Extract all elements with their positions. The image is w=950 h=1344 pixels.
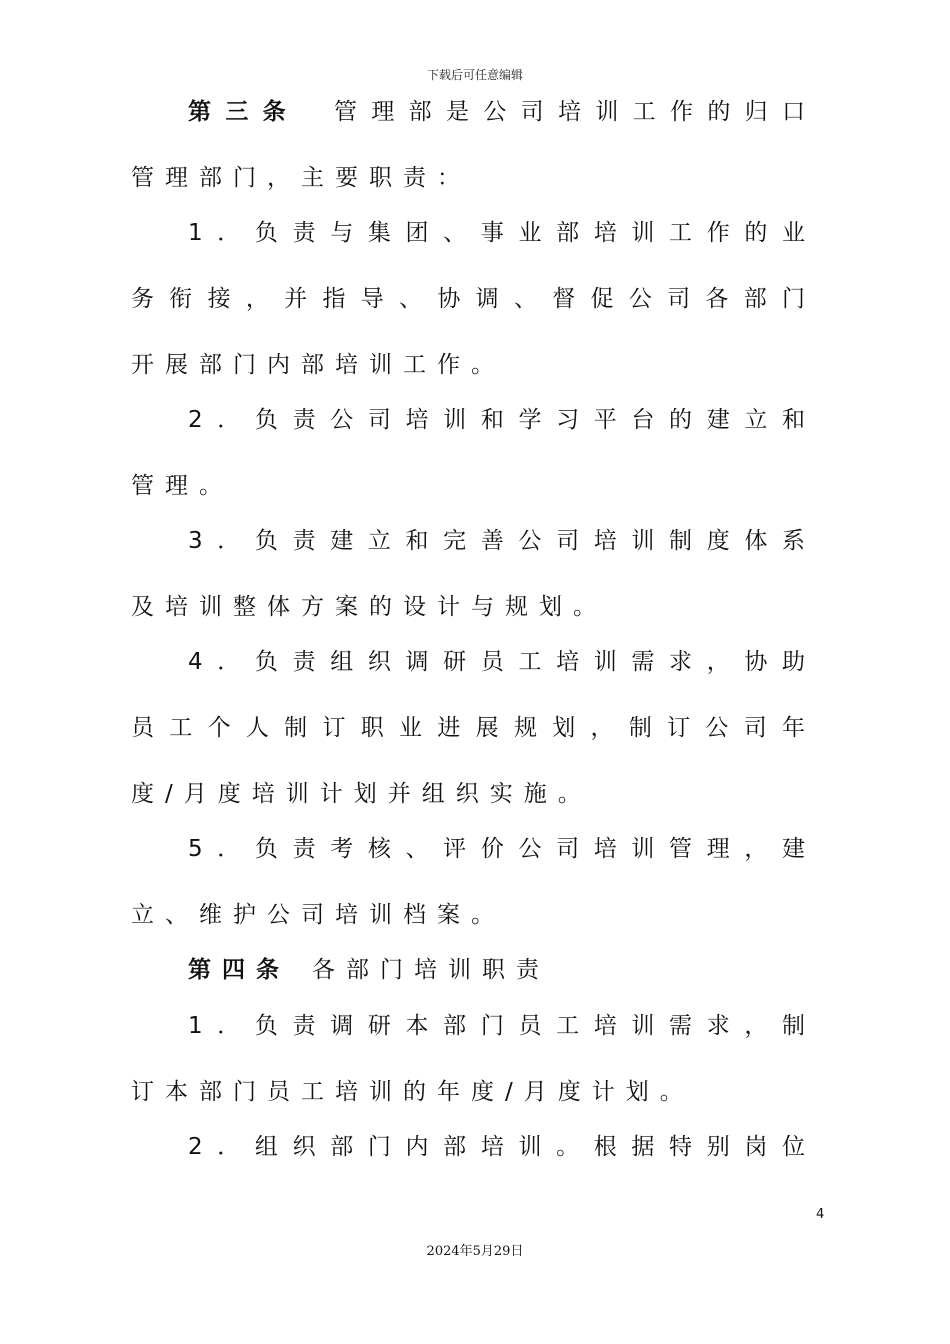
article-4-heading: 第四条: [188, 957, 290, 983]
paragraph-line: 立、维护公司培训档案。: [131, 902, 505, 928]
paragraph-line: 务衔接，并指导、协调、督促公司各部门: [131, 286, 805, 312]
article-3-heading: 第三条: [188, 99, 300, 125]
article-4-heading-line: [188, 950, 805, 990]
paragraph-line: 2．组织部门内部培训。根据特别岗位: [188, 1134, 805, 1160]
paragraph-line: 管理。: [131, 473, 233, 499]
paragraph-line: 及培训整体方案的设计与规划。: [131, 594, 607, 620]
paragraph-line: 管理部门，主要职责：: [131, 165, 471, 191]
paragraph-line: 3．负责建立和完善公司培训制度体系: [188, 528, 805, 554]
page-number: 4: [816, 1207, 825, 1222]
paragraph-line: 度/月度培训计划并组织实施。: [131, 781, 592, 807]
paragraph-line: 1．负责与集团、事业部培训工作的业: [188, 220, 805, 246]
article-3-intro: 管理部是公司培训工作的归口: [334, 99, 805, 125]
paragraph-line: 员工个人制订职业进展规划，制订公司年: [131, 715, 805, 741]
paragraph-line: 开展部门内部培训工作。: [131, 352, 505, 378]
article-4-title: 各部门培训职责: [312, 957, 550, 983]
paragraph-line: 5．负责考核、评价公司培训管理，建: [188, 836, 805, 862]
paragraph-line: 1．负责调研本部门员工培训需求，制: [188, 1013, 805, 1039]
paragraph-line: 4．负责组织调研员工培训需求，协助: [188, 649, 805, 675]
footer-date: 2024年5月29日: [426, 1244, 524, 1259]
header-note: 下载后可任意编辑: [426, 68, 523, 82]
paragraph-line: 2．负责公司培训和学习平台的建立和: [188, 407, 805, 433]
article-3-heading-line: [188, 92, 805, 132]
paragraph-line: 订本部门员工培训的年度/月度计划。: [131, 1079, 694, 1105]
